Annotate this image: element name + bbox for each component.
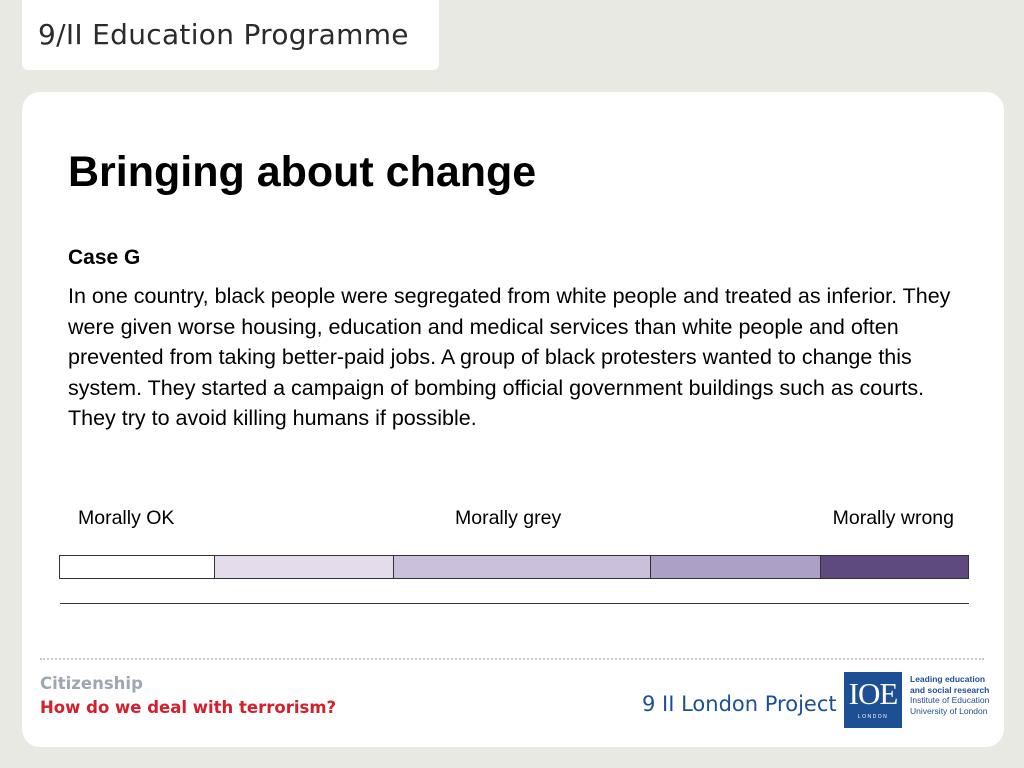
scale-segment-3[interactable] — [394, 556, 651, 578]
ioe-logo — [844, 672, 902, 728]
programme-title: 9/II Education Programme — [38, 18, 409, 51]
institution-line-2: and social research — [910, 684, 990, 695]
scale-segment-4[interactable] — [651, 556, 821, 578]
case-label: Case G — [68, 246, 141, 269]
scale-segment-2[interactable] — [215, 556, 394, 578]
slide-title: Bringing about change — [68, 148, 537, 196]
scale-segment-5[interactable] — [821, 556, 968, 578]
footer-topic: How do we deal with terrorism? — [40, 698, 337, 717]
institution-text — [910, 674, 989, 716]
scale-label-morally-ok: Morally OK — [78, 507, 175, 529]
footer-divider — [40, 658, 984, 660]
ioe-logo-letters: IOE — [848, 676, 898, 711]
scale-label-morally-grey: Morally grey — [455, 507, 562, 529]
footer-subject: Citizenship — [40, 674, 143, 693]
answer-line — [60, 603, 969, 604]
case-description: In one country, black people were segregated from white people and treated as inferior. They were given worse housing, education and medical services than white people and often prevented from taking better-paid jobs. A group of black protesters wanted to change this system. They started a campaign of bombing official government buildings such as courts. They try to avoid killing humans if possible. — [68, 284, 951, 430]
project-name: 9 II London Project — [642, 692, 837, 716]
institution-line-4: University of London — [910, 705, 988, 716]
institution-line-3: Institute of Education — [910, 695, 990, 705]
scale-label-morally-wrong: Morally wrong — [832, 507, 954, 529]
scale-segment-1[interactable] — [60, 556, 215, 578]
morality-scale — [59, 555, 969, 579]
ioe-logo-subtext: LONDON — [857, 714, 889, 720]
institution-line-1: Leading education — [910, 674, 986, 684]
